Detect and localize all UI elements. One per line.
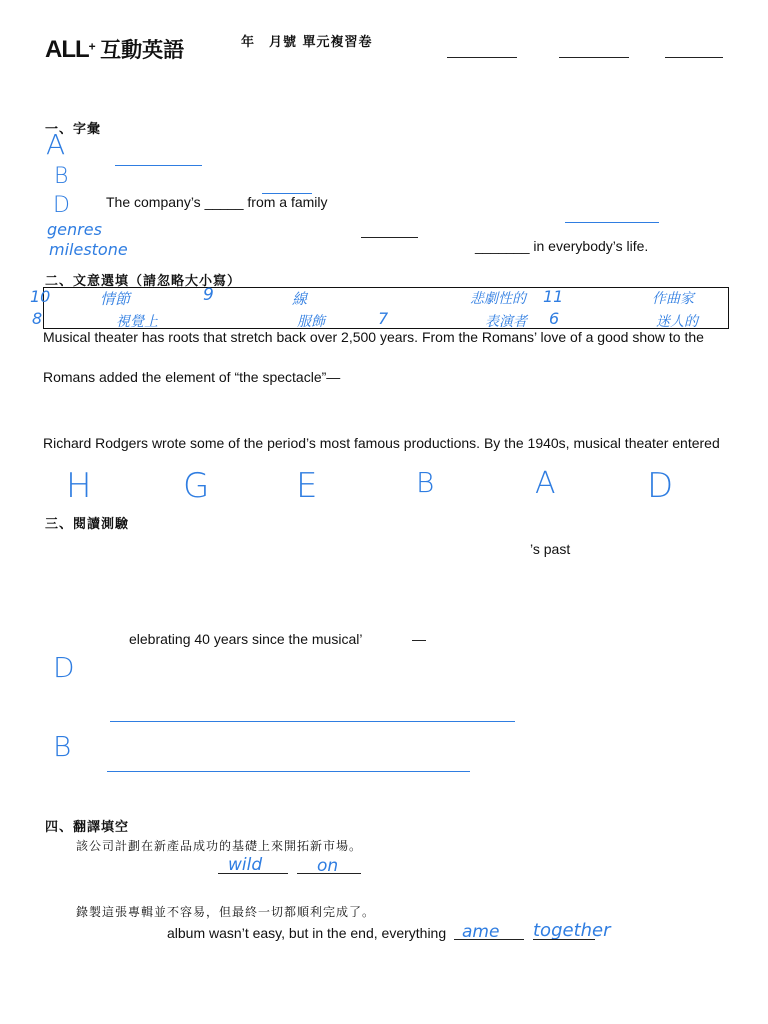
hand-word-4: 作曲家 — [652, 291, 694, 307]
cloze-paragraph-3: Richard Rodgers wrote some of the period’s most famous productions. By the 1940s, musical theater entered — [43, 435, 720, 451]
translation-q1-chinese: 該公司計劃在新產品成功的基礎上來開拓新市場。 — [76, 839, 363, 853]
hand-cloze-answer-2: G — [183, 466, 210, 506]
hand-translation-q2-1: ame — [462, 922, 500, 942]
translation-q1-blank-1[interactable] — [218, 873, 288, 874]
hand-num-1: 10 — [30, 287, 51, 306]
hand-word-6: 服飾 — [297, 314, 325, 330]
section-vocab-heading: 一、字彙 — [45, 122, 102, 137]
hand-cloze-answer-4: B — [416, 466, 435, 499]
hand-word-1: 情節 — [100, 290, 131, 308]
vocab-sentence-company: The company’s _____ from a family — [106, 194, 328, 210]
reading-answer-line-2[interactable] — [107, 771, 470, 772]
hand-num-5: 8 — [32, 309, 43, 328]
hand-word-2: 線 — [292, 290, 308, 308]
hand-answer-vocab-4: genres — [47, 220, 102, 239]
hand-cloze-answer-3: E — [296, 466, 318, 506]
hand-word-8: 迷人的 — [656, 314, 698, 330]
translation-q2-chinese: 錄製這張專輯並不容易，但最終一切都順利完成了。 — [76, 905, 376, 919]
logo-plus-text: + — [88, 39, 96, 54]
hand-word-3: 悲劇性的 — [470, 291, 526, 307]
section-reading-heading: 三、閱讀測驗 — [45, 517, 130, 532]
logo-all-text: ALL — [45, 36, 89, 63]
hand-num-2: 9 — [203, 285, 214, 305]
translation-q2-english: album wasn’t easy, but in the end, everything — [167, 925, 447, 941]
reading-text-past: ’s past — [530, 541, 571, 557]
hand-word-5: 視覺上 — [116, 314, 158, 330]
hand-reading-answer-2: B — [53, 730, 72, 763]
hand-cloze-answer-6: D — [647, 466, 674, 506]
hand-cloze-answer-5: A — [535, 466, 556, 501]
section-translation-heading: 四、翻譯填空 — [45, 820, 130, 835]
hand-num-4: 11 — [543, 287, 564, 306]
hand-answer-vocab-2: B — [54, 164, 69, 189]
hand-word-7: 表演者 — [485, 314, 527, 330]
header-blank-3[interactable] — [665, 57, 723, 58]
hand-reading-answer-1: D — [53, 651, 75, 684]
page-title: 年 月號 單元複習卷 — [241, 35, 373, 50]
hand-translation-q1-1: wild — [228, 855, 263, 875]
translation-q2-blank-2[interactable] — [533, 939, 595, 940]
hand-translation-q2-2: together — [533, 920, 611, 941]
cloze-paragraph-1: Musical theater has roots that stretch back over 2,500 years. From the Romans’ love of a good show to the — [43, 329, 704, 345]
vocab-blank-4[interactable] — [361, 237, 418, 238]
cloze-paragraph-2: Romans added the element of “the spectacle”— — [43, 369, 341, 385]
translation-q2-blank-1[interactable] — [454, 939, 524, 940]
header-blank-1[interactable] — [447, 57, 517, 58]
reading-answer-line-1[interactable] — [110, 721, 515, 722]
hand-cloze-answer-1: H — [66, 466, 92, 506]
logo — [45, 34, 184, 64]
vocab-blank-1[interactable] — [115, 165, 202, 166]
hand-answer-vocab-1: A — [46, 128, 66, 161]
hand-num-8: 6 — [549, 309, 560, 328]
reading-text-dash: — — [412, 631, 426, 647]
logo-brand-text: 互動英語 — [100, 38, 185, 62]
reading-text-celebrating: elebrating 40 years since the musical’ — [129, 631, 363, 647]
hand-num-7: 7 — [378, 309, 389, 328]
section-cloze-heading: 二、文意選填（請忽略大小寫） — [45, 274, 242, 289]
header-blank-2[interactable] — [559, 57, 629, 58]
hand-answer-vocab-5: milestone — [49, 240, 128, 259]
hand-translation-q1-2: on — [317, 856, 339, 876]
hand-answer-vocab-3: D — [53, 193, 70, 218]
vocab-sentence-life: _______ in everybody’s life. — [475, 238, 649, 254]
vocab-blank-3[interactable] — [565, 222, 659, 223]
translation-q1-blank-2[interactable] — [297, 873, 361, 874]
